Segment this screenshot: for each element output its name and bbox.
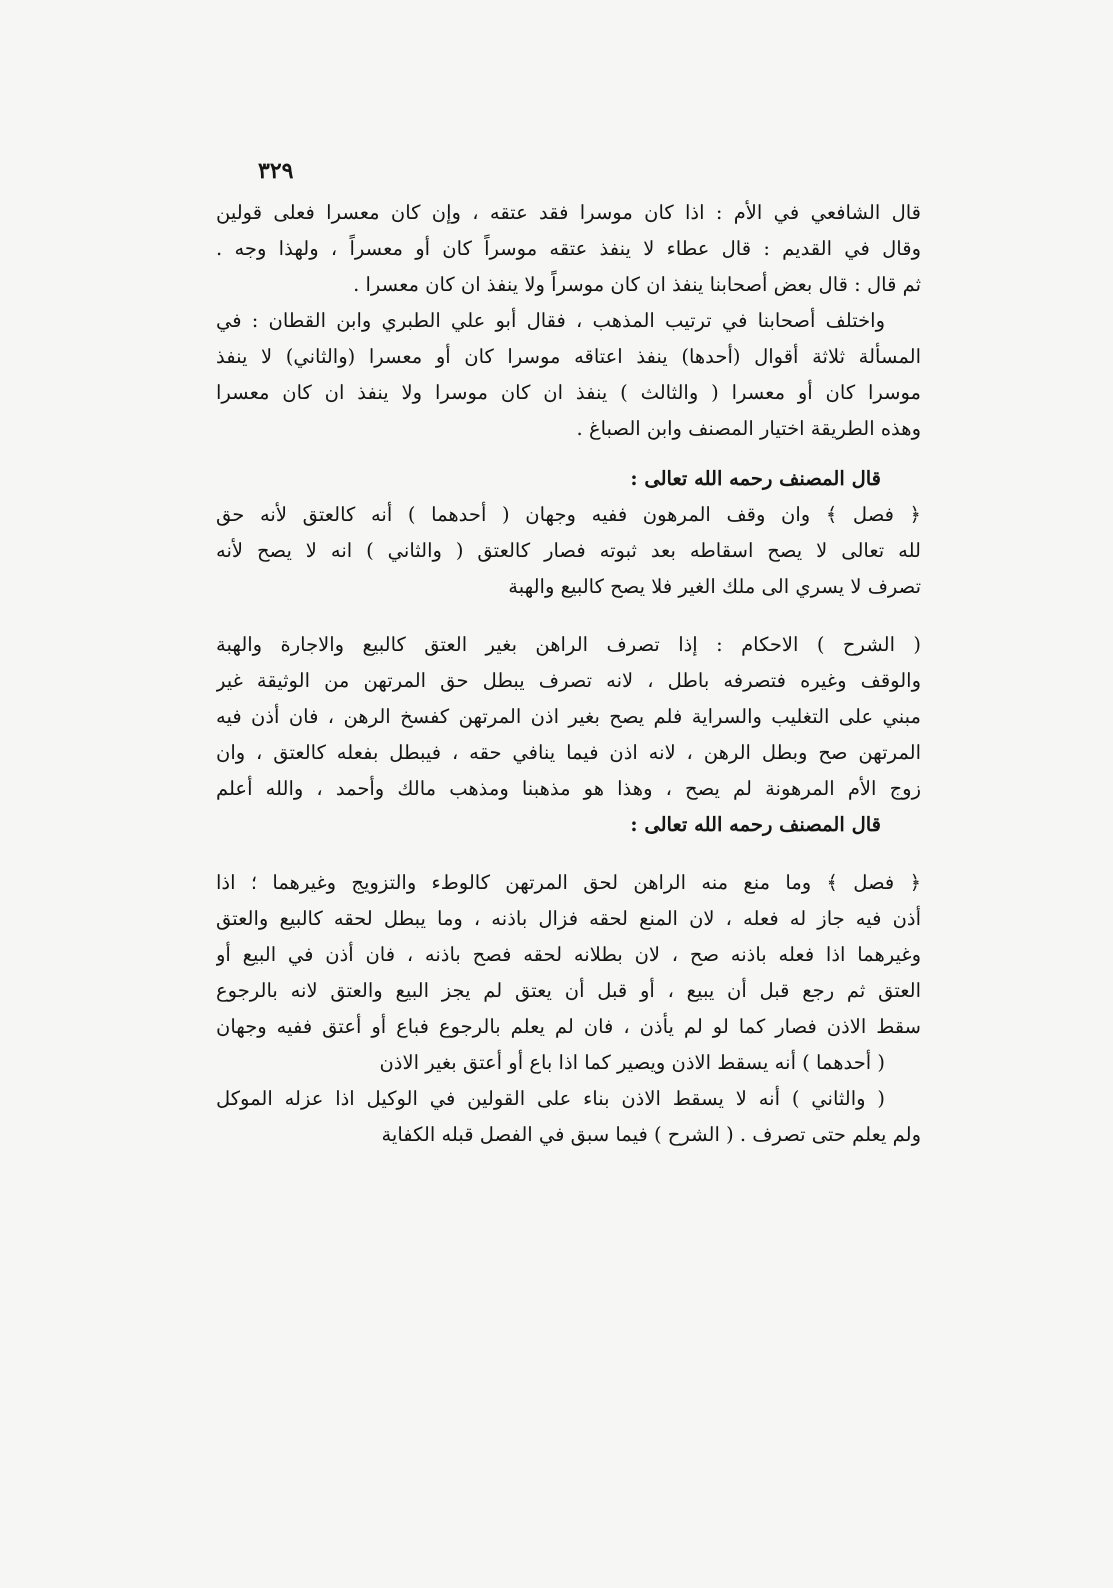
text-line: ثم قال : قال بعض أصحابنا ينفذ ان كان موسراً ولا ينفذ ان كان معسرا .	[353, 273, 921, 296]
text-line: ( الشرح ) الاحكام : إذا تصرف الراهن بغير العتق كالبيع والاجارة والهبة	[216, 633, 921, 656]
text-line: وغيرهما اذا فعله باذنه صح ، لان بطلانه لحقه فصح باذنه ، فان أذن في البيع أو	[216, 943, 921, 966]
text-line: لله تعالى لا يصح اسقاطه بعد ثبوته فصار كالعتق ( والثاني ) انه لا يصح لأنه	[216, 539, 921, 562]
text-line: قال الشافعي في الأم : اذا كان موسرا فقد عتقه ، وإن كان معسرا فعلى قولين	[216, 201, 921, 224]
text-line: موسرا كان أو معسرا ( والثالث ) ينفذ ان كان موسرا ولا ينفذ ان كان معسرا	[216, 381, 921, 404]
text-line: واختلف أصحابنا في ترتيب المذهب ، فقال أبو علي الطبري وابن القطان : في	[216, 309, 885, 332]
text-line: ﴿ فصل ﴾ وان وقف المرهون ففيه وجهان ( أحدهما ) أنه كالعتق لأنه حق	[216, 503, 921, 526]
page-number: ٣٢٩	[258, 158, 294, 184]
text-line: وقال في القديم : قال عطاء لا ينفذ عتقه موسراً كان أو معسراً ، ولهذا وجه .	[216, 237, 921, 260]
text-line: ولم يعلم حتى تصرف . ( الشرح ) فيما سبق في الفصل قبله الكفاية	[381, 1123, 921, 1146]
page-body	[216, 195, 921, 1153]
text-line: مبني على التغليب والسراية فلم يصح بغير اذن المرتهن كفسخ الرهن ، فان أذن فيه	[216, 705, 921, 728]
text-line: أذن فيه جاز له فعله ، لان المنع لحقه فزال باذنه ، وما يبطل لحقه كالبيع والعتق	[216, 907, 921, 930]
text-line: المسألة ثلاثة أقوال (أحدها) ينفذ اعتاقه موسرا كان أو معسرا (والثاني) لا ينفذ	[216, 345, 921, 368]
text-line: العتق ثم رجع قبل أن يبيع ، أو قبل أن يعتق لم يجز البيع والعتق لانه بالرجوع	[216, 979, 921, 1002]
section-heading: قال المصنف رحمه الله تعالى :	[630, 813, 881, 836]
text-line: ( والثاني ) أنه لا يسقط الاذن بناء على القولين في الوكيل اذا عزله الموكل	[216, 1087, 885, 1110]
text-line: زوج الأم المرهونة لم يصح ، وهذا هو مذهبنا ومذهب مالك وأحمد ، والله أعلم	[216, 777, 921, 800]
text-line: تصرف لا يسري الى ملك الغير فلا يصح كالبيع والهبة	[508, 575, 921, 598]
text-line: المرتهن صح وبطل الرهن ، لانه اذن فيما ينافي حقه ، فيبطل بفعله كالعتق ، وان	[216, 741, 921, 764]
section-heading: قال المصنف رحمه الله تعالى :	[630, 467, 881, 490]
text-line: ( أحدهما ) أنه يسقط الاذن ويصير كما اذا باع أو أعتق بغير الاذن	[379, 1051, 885, 1074]
text-line: والوقف وغيره فتصرفه باطل ، لانه تصرف يبطل حق المرتهن من الوثيقة غير	[216, 669, 921, 692]
text-line: ﴿ فصل ﴾ وما منع منه الراهن لحق المرتهن كالوطء والتزويج وغيرهما ؛ اذا	[216, 871, 921, 894]
text-line: وهذه الطريقة اختيار المصنف وابن الصباغ .	[576, 417, 921, 440]
text-line: سقط الاذن فصار كما لو لم يأذن ، فان لم يعلم بالرجوع فباع أو أعتق ففيه وجهان	[216, 1015, 921, 1038]
